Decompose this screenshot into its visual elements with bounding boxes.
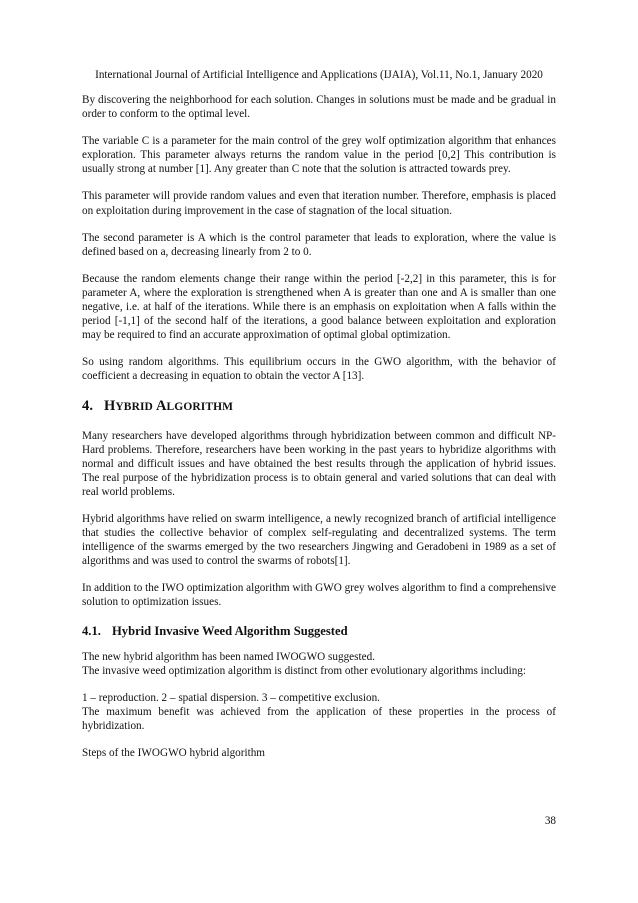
section-title-smallcaps: YBRID <box>115 400 156 413</box>
journal-header: International Journal of Artificial Intelligence and Applications (IJAIA), Vol.11, No.1, January 2020 <box>95 69 543 81</box>
subsection-title: Hybrid Invasive Weed Algorithm Suggested <box>112 623 348 638</box>
section-title-initial: H <box>104 397 116 414</box>
paragraph: The maximum benefit was achieved from the application of these properties in the process of hybridization. <box>82 705 556 732</box>
page-number: 38 <box>544 815 556 827</box>
paragraph: The new hybrid algorithm has been named IWOGWO suggested. <box>82 650 375 663</box>
page-body <box>82 93 556 773</box>
section-number: 4. <box>82 397 94 414</box>
paragraph: The second parameter is A which is the control parameter that leads to exploration, where the value is defined based on a, decreasing linearly from 2 to 0. <box>82 231 556 258</box>
subsection-number: 4.1. <box>82 623 101 638</box>
subsection-heading-4-1 <box>82 623 556 639</box>
paragraph: The invasive weed optimization algorithm is distinct from other evolutionary algorithms including: <box>82 664 526 677</box>
paragraph: Steps of the IWOGWO hybrid algorithm <box>82 747 266 759</box>
paragraph: Many researchers have developed algorithms through hybridization between common and difficult NP-Hard problems. Therefore, researchers have been working in the past years to hybridize algorithms with normal and difficult issues and have obtained the best results through the application of hybrid issues. The real purpose of the hybridization process is to obtain general and varied solutions that can deal with real world problems. <box>82 429 556 498</box>
paragraph: This parameter will provide random values and even that iteration number. Therefore, emphasis is placed on exploitation during improvement in the case of stagnation of the local situation. <box>82 190 556 217</box>
section-heading-4 <box>82 397 556 416</box>
paragraph: In addition to the IWO optimization algorithm with GWO grey wolves algorithm to find a comprehensive solution to optimization issues. <box>82 582 556 609</box>
paragraph: Hybrid algorithms have relied on swarm intelligence, a newly recognized branch of artificial intelligence that studies the collective behavior of complex self-regulating and decentralized systems. The term intelligence of the swarms emerged by the two researchers Jingwing and Geradobeni in 1989 as a set of algorithms and was used to control the swarms of robots[1]. <box>82 512 556 568</box>
paragraph: 1 – reproduction. 2 – spatial dispersion. 3 – competitive exclusion. <box>82 691 380 704</box>
paragraph: By discovering the neighborhood for each solution. Changes in solutions must be made and be gradual in order to conform to the optimal level. <box>82 94 556 121</box>
paragraph: The variable C is a parameter for the main control of the grey wolf optimization algorithm that enhances exploration. This parameter always returns the random value in the period [0,2] This contribution is usually strong at number [1]. Any greater than C note that the solution is attracted towards prey. <box>82 135 556 176</box>
paragraph: Because the random elements change their range within the period [-2,2] in this parameter, this is for parameter A, where the exploration is strengthened when A is greater than one and A is smaller than one negative, i.e. at half of the iterations. While there is an emphasis on exploitation when A falls within the period [-1,1] of the second half of the iterations, a good balance between exploitation and exploration may be required to find an accurate approximation of optimal global optimization. <box>82 272 556 342</box>
paragraph: So using random algorithms. This equilibrium occurs in the GWO algorithm, with the behavior of coefficient a decreasing in equation to obtain the vector A [13]. <box>82 356 556 383</box>
section-title-smallcaps: LGORITHM <box>166 400 234 413</box>
section-title-initial: A <box>155 397 167 414</box>
